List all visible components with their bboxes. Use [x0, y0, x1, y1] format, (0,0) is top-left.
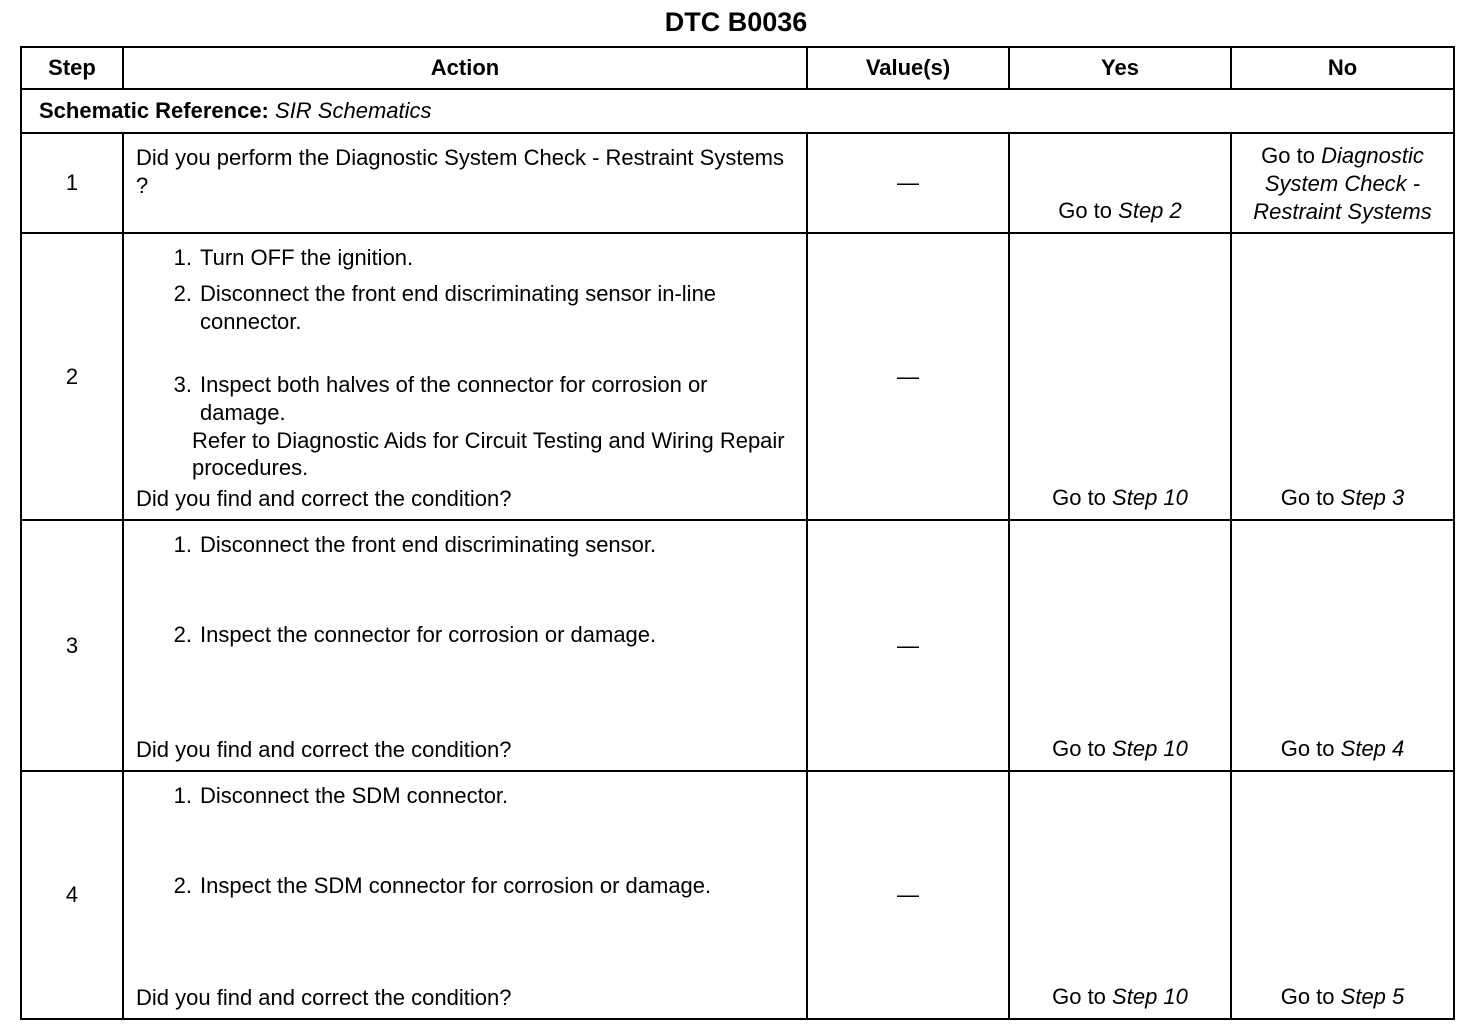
schematic-reference-row [21, 89, 1454, 133]
step-number: 3 [21, 520, 123, 771]
table-row-step-3 [21, 520, 1454, 771]
action-cell [123, 133, 807, 233]
yes-link[interactable]: Step 10 [1112, 736, 1188, 761]
step-number: 2 [21, 233, 123, 520]
substep [136, 280, 792, 336]
substep-text: Disconnect the SDM connector. [200, 783, 509, 808]
substep-number: 2. [173, 873, 192, 898]
header-no: No [1231, 47, 1454, 89]
header-row [21, 47, 1454, 89]
no-prefix: Go to [1261, 143, 1315, 168]
action-question: Did you find and correct the condition? [136, 486, 512, 511]
no-cell [1231, 520, 1454, 771]
header-yes: Yes [1009, 47, 1231, 89]
substep-text: Disconnect the front end discriminating sensor. [200, 532, 657, 557]
no-prefix: Go to [1280, 736, 1335, 761]
action-question: Did you perform the Diagnostic System Check - Restraint Systems ? [136, 145, 785, 198]
substep-text: Disconnect the front end discriminating sensor in-line connector. [200, 281, 717, 334]
no-link[interactable]: Step 4 [1340, 736, 1405, 761]
value-cell: — [807, 771, 1009, 1019]
substep [136, 531, 792, 559]
substep [136, 782, 792, 810]
yes-cell [1009, 771, 1231, 1019]
yes-cell [1009, 520, 1231, 771]
action-question: Did you find and correct the condition? [136, 985, 512, 1010]
schematic-reference-link[interactable]: SIR Schematics [275, 98, 432, 123]
substep-text: Inspect the SDM connector for corrosion or damage. [200, 873, 712, 898]
no-cell [1231, 771, 1454, 1019]
substep-text: Inspect the connector for corrosion or damage. [200, 622, 657, 647]
action-question: Did you find and correct the condition? [136, 737, 512, 762]
value-cell: — [807, 520, 1009, 771]
substep [136, 244, 792, 272]
value-cell: — [807, 133, 1009, 233]
substep-number: 3. [173, 372, 192, 397]
yes-cell [1009, 133, 1231, 233]
no-cell [1231, 133, 1454, 233]
substep-number: 2. [173, 281, 192, 306]
page-title: DTC B0036 [664, 7, 808, 37]
substep-number: 1. [173, 532, 192, 557]
yes-prefix: Go to [1052, 485, 1106, 510]
no-prefix: Go to [1280, 485, 1335, 510]
table-row-step-2 [21, 233, 1454, 520]
substep [136, 872, 792, 900]
action-cell [123, 233, 807, 520]
header-step: Step [21, 47, 123, 89]
action-cell [123, 520, 807, 771]
substep-number: 1. [173, 783, 192, 808]
substep-note: Refer to Diagnostic Aids for Circuit Testing and Wiring Repair procedures. [192, 428, 785, 480]
schematic-reference-label: Schematic Reference: [39, 98, 269, 123]
schematic-reference [21, 89, 1454, 133]
no-link[interactable]: Step 3 [1340, 485, 1405, 510]
yes-link[interactable]: Step 10 [1112, 984, 1188, 1009]
substep [136, 371, 792, 427]
yes-link[interactable]: Step 2 [1118, 198, 1182, 223]
yes-cell [1009, 233, 1231, 520]
no-link[interactable]: Step 5 [1340, 984, 1405, 1009]
no-cell [1231, 233, 1454, 520]
diagnostic-table [20, 46, 1455, 1020]
step-number: 4 [21, 771, 123, 1019]
substep [136, 621, 792, 649]
yes-prefix: Go to [1052, 736, 1106, 761]
substep-number: 1. [173, 245, 192, 270]
yes-prefix: Go to [1052, 984, 1106, 1009]
step-number: 1 [21, 133, 123, 233]
header-values: Value(s) [807, 47, 1009, 89]
substep-text: Inspect both halves of the connector for corrosion or damage. [200, 372, 708, 425]
table-row-step-4 [21, 771, 1454, 1019]
value-cell: — [807, 233, 1009, 520]
header-action: Action [123, 47, 807, 89]
no-link[interactable]: Diagnostic System Check - Restraint Systems [1253, 143, 1432, 224]
yes-prefix: Go to [1058, 198, 1113, 223]
substep-text: Turn OFF the ignition. [200, 245, 414, 270]
action-cell [123, 771, 807, 1019]
substep-number: 2. [173, 622, 192, 647]
table-row-step-1 [21, 133, 1454, 233]
no-prefix: Go to [1280, 984, 1335, 1009]
yes-link[interactable]: Step 10 [1112, 485, 1188, 510]
